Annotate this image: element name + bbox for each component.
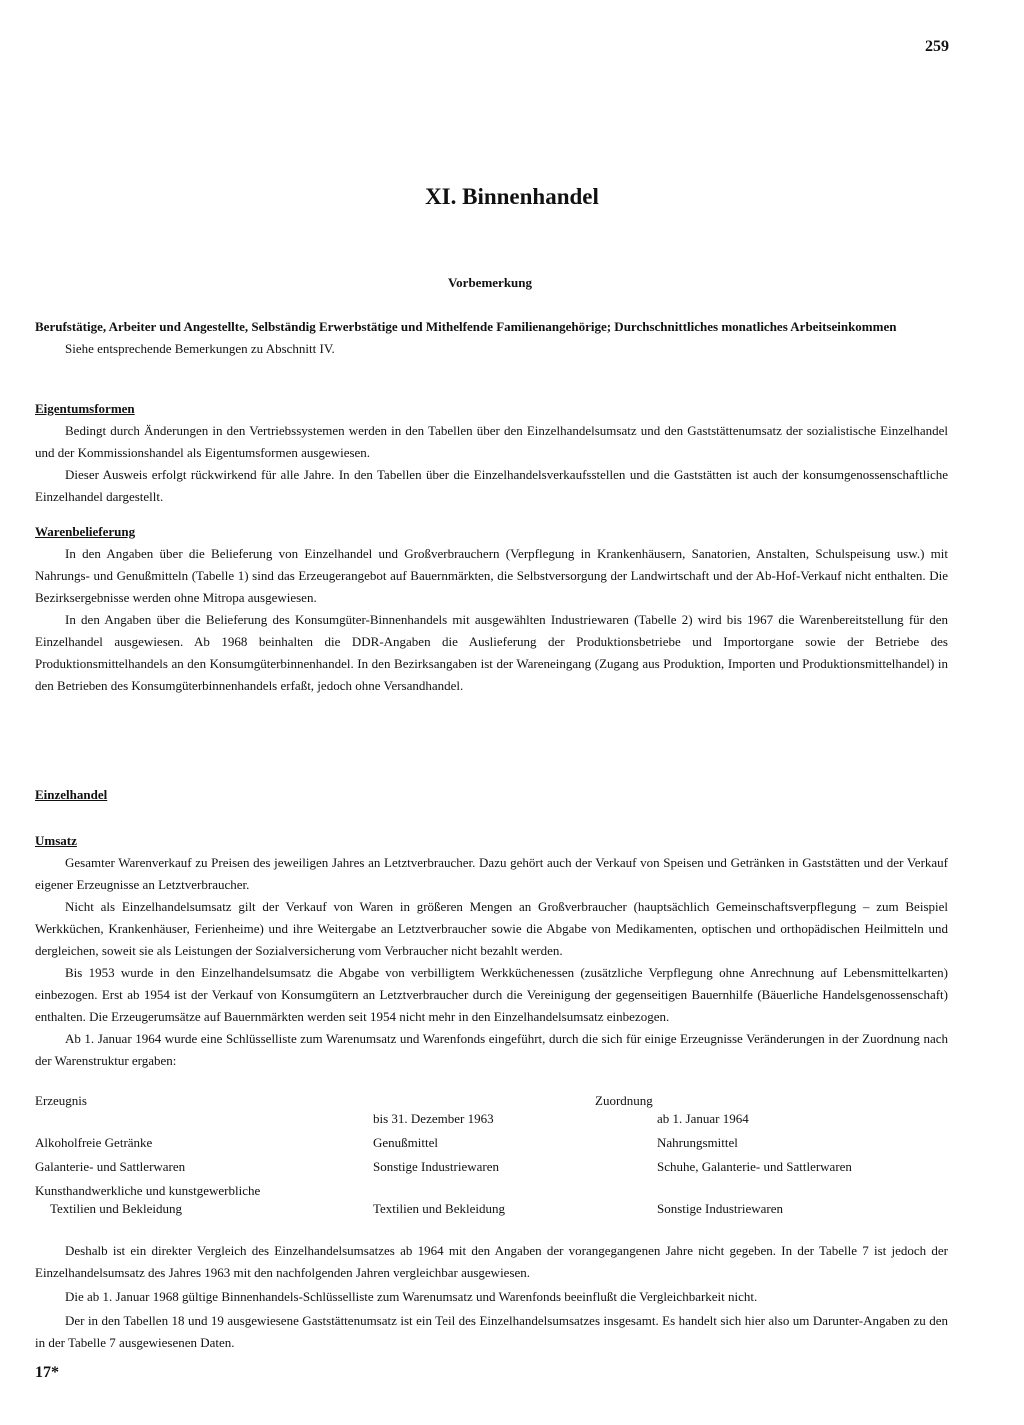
column-header: Zuordnung bbox=[595, 1093, 653, 1108]
table-cell: Galanterie- und Sattlerwaren bbox=[35, 1159, 186, 1174]
section-heading: Warenbelieferung bbox=[35, 524, 136, 539]
table-cell: Sonstige Industriewaren bbox=[373, 1159, 500, 1174]
page-number: 259 bbox=[925, 38, 949, 55]
table-cell: Nahrungsmittel bbox=[657, 1135, 738, 1150]
paragraph: Ab 1. Januar 1964 wurde eine Schlüsselliste zum Warenumsatz und Warenfonds eingeführt, durch die sich für einige Erzeugnisse Veränderungen in der Zuordnung nach der Warenstruktur ergaben: bbox=[35, 1031, 948, 1068]
section-deliveries bbox=[35, 521, 948, 697]
paragraph: Gesamter Warenverkauf zu Preisen des jeweiligen Jahres an Letztverbraucher. Dazu gehört auch der Verkauf von Speisen und Getränken in Gaststätten und der Verkauf eigener Erzeugnisse an Letztverbraucher. bbox=[35, 855, 948, 892]
paragraph: Deshalb ist ein direkter Vergleich des Einzelhandelsumsatzes ab 1964 mit den Angaben der vorangegangenen Jahre nicht gegeben. In der Tabelle 7 ist jedoch der Einzelhandelsumsatz des Jahres 1963 mit den nachfolgenden Jahren vergleichbar ausgewiesen. bbox=[35, 1243, 948, 1280]
column-header: Erzeugnis bbox=[35, 1093, 87, 1108]
paragraph: Die ab 1. Januar 1968 gültige Binnenhandels-Schlüsselliste zum Warenumsatz und Warenfonds beeinflußt die Vergleichbarkeit nicht. bbox=[65, 1289, 758, 1304]
table-row bbox=[35, 1132, 948, 1154]
paragraph: Bis 1953 wurde in den Einzelhandelsumsatz die Abgabe von verbilligtem Werkküchenessen (zusätzliche Verpflegung ohne Anrechnung auf Lebensmittelkarten) einbezogen. Erst ab 1954 ist der Verkauf von Konsumgütern an Letztverbraucher durch die Vereinigung der gegenseitigen Bauernhilfe (Bäuerliche Handelsgenossenschaft) enthalten. Die Erzeugerumsätze auf Bauernmärkten werden seit 1954 nicht mehr in den Einzelhandelsumsatz einbezogen. bbox=[35, 965, 948, 1024]
subsection-heading: Umsatz bbox=[35, 833, 77, 848]
signature-mark: 17* bbox=[35, 1364, 59, 1381]
section-ownership bbox=[35, 398, 948, 508]
table-cell: Schuhe, Galanterie- und Sattlerwaren bbox=[657, 1159, 852, 1174]
column-header: bis 31. Dezember 1963 bbox=[373, 1111, 494, 1126]
table-cell: Textilien und Bekleidung bbox=[373, 1201, 505, 1216]
paragraph: Nicht als Einzelhandelsumsatz gilt der Verkauf von Waren in größeren Mengen an Großverbraucher (hauptsächlich Gemeinschaftsverpflegung – zum Beispiel Werkküchen, Krankenhäuser, Ferienheime) und ihre Weitergabe an Letztverbraucher sowie die Abgabe von Medikamenten, optischen und orthopädischen Heilmitteln und dergleichen, soweit sie als Leistungen der Sozialversicherung vom Verbraucher nicht bezahlt werden. bbox=[35, 899, 948, 958]
section-heading: Einzelhandel bbox=[35, 787, 108, 802]
section-comparability bbox=[35, 1240, 948, 1354]
paragraph: Dieser Ausweis erfolgt rückwirkend für alle Jahre. In den Tabellen über die Einzelhandelsverkaufsstellen und die Gaststätten ist auch der konsumgenossenschaftliche Einzelhandel dargestellt. bbox=[35, 467, 948, 504]
retail-heading-block bbox=[35, 784, 948, 806]
paragraph: Siehe entsprechende Bemerkungen zu Abschnitt IV. bbox=[65, 341, 335, 356]
chapter-title: XI. Binnenhandel bbox=[425, 184, 599, 209]
paragraph: In den Angaben über die Belieferung des Konsumgüter-Binnenhandels mit ausgewählten Industriewaren (Tabelle 2) wird bis 1967 die Warenbereitstellung für den Einzelhandel ausgewiesen. Ab 1968 beinhalten die DDR-Angaben die Auslieferung der Produktionsbetriebe und Importorgane sowie der Betriebe des Produktionsmittelhandels an den Konsumgüterbinnenhandel. In den Bezirksangaben ist der Wareneingang (Zugang aus Produktion, Importen und Produktionsmittelhandel) in den Betrieben des Konsumgüterbinnenhandels erfaßt, jedoch ohne Versandhandel. bbox=[35, 612, 948, 693]
table-cell: Kunsthandwerkliche und kunstgewerbliche bbox=[35, 1183, 261, 1198]
table-row bbox=[35, 1198, 948, 1220]
section-heading: Eigentumsformen bbox=[35, 401, 135, 416]
paragraph: In den Angaben über die Belieferung von Einzelhandel und Großverbrauchern (Verpflegung in Krankenhäusern, Sanatorien, Anstalten, Schulspeisung usw.) mit Nahrungs- und Genußmitteln (Tabelle 1) sind das Erzeugerangebot auf Bauernmärkten, die Selbstversorgung der Landwirtschaft und der Ab-Hof-Verkauf nicht enthalten. Die Bezirksergebnisse werden ohne Mitropa ausgewiesen. bbox=[35, 546, 948, 605]
table-row bbox=[35, 1156, 948, 1178]
prelim-title: Vorbemerkung bbox=[447, 275, 533, 290]
paragraph: Bedingt durch Änderungen in den Vertriebssystemen werden in den Tabellen über den Einzelhandelsumsatz und den Gaststättenumsatz der sozialistische Einzelhandel und der Kommissionshandel als Eigentumsformen ausgewiesen. bbox=[35, 423, 948, 460]
table-cell: Textilien und Bekleidung bbox=[50, 1201, 182, 1216]
column-header: ab 1. Januar 1964 bbox=[657, 1111, 749, 1126]
section-heading: Berufstätige, Arbeiter und Angestellte, Selbständig Erwerbstätige und Mithelfende Familienangehörige; Durchschnittliches monatliches Arbeitseinkommen bbox=[35, 319, 897, 334]
table-cell: Genußmittel bbox=[373, 1135, 438, 1150]
section-employment bbox=[35, 316, 948, 360]
table-cell: Alkoholfreie Getränke bbox=[35, 1135, 153, 1150]
section-turnover bbox=[35, 830, 948, 1072]
table-cell: Sonstige Industriewaren bbox=[657, 1201, 784, 1216]
paragraph: Der in den Tabellen 18 und 19 ausgewiesene Gaststättenumsatz ist ein Teil des Einzelhandelsumsatzes insgesamt. Es handelt sich hier also um Darunter-Angaben zu den in der Tabelle 7 ausgewiesenen Daten. bbox=[35, 1313, 948, 1350]
table-subheader-row bbox=[35, 1108, 948, 1130]
